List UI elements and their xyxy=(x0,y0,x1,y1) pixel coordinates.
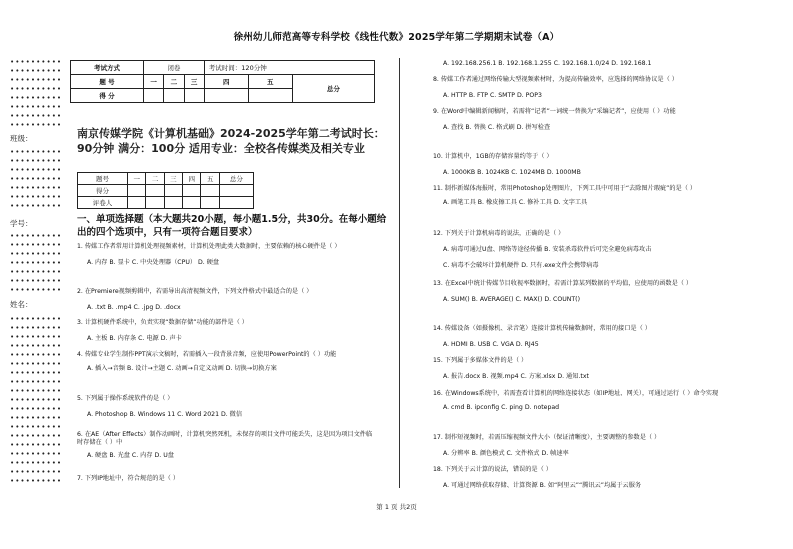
question-text: 6. 在AE（After Effects）制作动画时，计算机突然死机，未保存的项目文件可能丢失，这是因为项目文件临时存储在（ ）中 xyxy=(77,431,373,447)
total-label: 总分 xyxy=(219,173,253,185)
question-number-label: 题 号 xyxy=(71,75,144,89)
score-label: 得分 xyxy=(78,185,128,197)
score-cell xyxy=(164,89,184,103)
question-item xyxy=(433,357,763,382)
question-item xyxy=(77,319,382,344)
question-options: A. 报告.docx B. 视频.mp4 C. 方案.xlsx D. 通知.txt xyxy=(443,373,589,381)
question-text: 1. 传媒工作者常用计算机处理视频素材，计算机处理此类大数据时，主要依赖的核心硬件是（ ） xyxy=(77,243,341,250)
question-options: A. 1000KB B. 1024KB C. 1024MB D. 1000MB xyxy=(443,169,581,177)
total-label: 总分 xyxy=(292,75,374,103)
class-label: 班级： xyxy=(10,134,33,143)
question-options: A. 分辨率 B. 颜色模式 C. 文件格式 D. 帧速率 xyxy=(443,450,569,458)
exam-mode-label: 考试方式 xyxy=(71,61,144,75)
exam-mode-value: 闭卷 xyxy=(144,61,205,75)
binding-dots-top: •••••••••• •••••••••• •••••••••• •••••••••• •••••••••• •••••••••• •••••••••• •••••••••• xyxy=(10,58,63,129)
question-item xyxy=(433,230,763,255)
question-options: A. 硬盘 B. 光盘 C. 内存 D. U盘 xyxy=(87,451,174,459)
col-4: 四 xyxy=(183,173,201,185)
question-text: 12. 下列关于计算机病毒的说法，正确的是（ ） xyxy=(433,230,565,237)
question-options: A. 内存 B. 显卡 C. 中央处理器（CPU） D. 硬盘 xyxy=(87,259,220,267)
question-text: 5. 下列属于操作系统软件的是（ ） xyxy=(77,395,174,402)
question-item xyxy=(433,76,763,101)
question-item xyxy=(77,288,382,313)
section-title: 一、单项选择题（本大题共20小题，每小题1.5分，共30分。在每小题给出的四个选项中，只有一项符合题目要求） xyxy=(77,214,387,238)
column-divider xyxy=(399,58,400,488)
question-item xyxy=(77,431,377,460)
page-title: 徐州幼儿师范高等专科学校《线性代数》2025学年第二学期期末试卷（A） xyxy=(233,32,560,43)
question-item xyxy=(433,280,763,305)
question-options: A. 查找 B. 替换 C. 格式刷 D. 拼写检查 xyxy=(443,124,551,132)
question-options: C. 病毒不会破坏计算机硬件 D. 只有.exe文件会携带病毒 xyxy=(443,262,599,269)
question-text: 7. 下列IP地址中，符合规范的是（ ） xyxy=(77,475,180,482)
question-text: 10. 计算机中，1GB的存储容量约等于（ ） xyxy=(433,153,553,160)
question-item xyxy=(433,390,763,413)
grader-label: 评卷人 xyxy=(78,197,128,209)
question-options: A. 主板 B. 内存条 C. 电源 D. 声卡 xyxy=(87,335,182,343)
grading-table xyxy=(77,172,254,209)
score-cell xyxy=(248,89,292,103)
col-5: 五 xyxy=(248,75,292,89)
score-label: 得 分 xyxy=(71,89,144,103)
col-3: 三 xyxy=(184,75,204,89)
question-item xyxy=(433,325,763,350)
col-2: 二 xyxy=(146,173,164,185)
binding-dots-mid2: •••••••••• •••••••••• •••••••••• •••••••••• •••••••••• •••••••••• •••••••••• xyxy=(10,232,63,294)
question-text: 2. 在Premiere视频剪辑中，若需导出高清视频文件，下列文件格式中最适合的是（ ） xyxy=(77,288,313,295)
binding-dots-bottom: •••••••••• •••••••••• •••••••••• •••••••••• •••••••••• •••••••••• •••••••••• •••••••••• •••••••••• •••••••••• •••••••••• •••••••••• •••••••••• •••••••••• •••••••••• •••••••••• •••••••••• •••••••••• •••••••••• xyxy=(10,315,63,485)
student-id-label: 学号： xyxy=(10,219,33,228)
col-1: 一 xyxy=(144,75,164,89)
question-text: 11. 制作新媒体海报时，常用Photoshop处理图片，下列工具中可用于“去除图片瑕疵”的是（ ） xyxy=(433,185,697,192)
question-options: A. 插入→音频 B. 设计→主题 C. 动画→自定义动画 D. 切换→切换方案 xyxy=(87,365,277,373)
question-text: 4. 传媒专业学生制作PPT演示文稿时，若需插入一段背景音频，应使用PowerPoint的（ ）功能 xyxy=(77,351,337,358)
score-table xyxy=(70,60,375,103)
question-item xyxy=(433,108,763,133)
exam-title: 南京传媒学院《计算机基础》2024-2025学年第二考试时长：90分钟 满分：100分 适用专业：全校各传媒类及相关专业 xyxy=(77,127,385,155)
question-text: 18. 下列关于云计算的说法，错误的是（ ） xyxy=(433,466,552,473)
question-label: 题号 xyxy=(78,173,128,185)
question-item xyxy=(433,466,763,491)
question-options: A. cmd B. ipconfig C. ping D. notepad xyxy=(443,404,560,412)
question-item xyxy=(77,243,382,268)
question-options: A. 192.168.256.1 B. 192.168.1.255 C. 192.168.1.0/24 D. 192.168.1 xyxy=(443,60,652,67)
question-text: 8. 传媒工作者通过网络传输大型视频素材时，为提高传输效率，应选择的网络协议是（ ） xyxy=(433,76,678,83)
question-text: 9. 在Word中编辑新闻稿时，若需将“记者”一词统一替换为“采编记者”，应使用（ ）功能 xyxy=(433,108,676,115)
score-cell xyxy=(204,89,248,103)
question-options: A. .txt B. .mp4 C. .jpg D. .docx xyxy=(87,304,181,312)
question-item xyxy=(77,395,382,420)
question-options: A. 病毒可通过U盘、网络等途径传播 B. 安装杀毒软件后可完全避免病毒攻击 xyxy=(443,246,652,254)
page-number: 第 1 页 共2页 xyxy=(376,503,417,511)
score-cell xyxy=(184,89,204,103)
left-question-column xyxy=(77,243,382,493)
question-item xyxy=(433,185,763,208)
score-cell xyxy=(144,89,164,103)
question-options: A. 画笔工具 B. 橡皮擦工具 C. 修补工具 D. 文字工具 xyxy=(443,199,588,207)
question-options: A. Photoshop B. Windows 11 C. Word 2021 D. 微信 xyxy=(87,411,243,419)
col-5: 五 xyxy=(201,173,219,185)
col-1: 一 xyxy=(128,173,146,185)
question-text: 13. 在Excel中统计传媒节目收视率数据时，若需计算某列数据的平均值，应使用的函数是（ ） xyxy=(433,280,693,287)
name-label: 姓名： xyxy=(10,300,33,309)
question-text: 14. 传媒设备（如摄像机、录音笔）连接计算机传输数据时，常用的接口是（ ） xyxy=(433,325,651,332)
binding-dots-mid1: •••••••••• •••••••••• •••••••••• •••••••••• •••••••••• •••••••••• •••••••••• xyxy=(10,148,63,210)
exam-time: 考试时间：120分钟 xyxy=(204,61,374,75)
question-options: A. SUM() B. AVERAGE() C. MAX() D. COUNT() xyxy=(443,296,580,304)
question-text: 17. 制作短视频时，若需压缩视频文件大小（保证清晰度），主要调整的参数是（ ） xyxy=(433,434,661,441)
question-item xyxy=(77,351,367,374)
right-question-column xyxy=(433,60,768,495)
question-text: 3. 计算机硬件系统中，负责实现“数据存储”功能的部件是（ ） xyxy=(77,319,248,326)
question-options: A. HDMI B. USB C. VGA D. RJ45 xyxy=(443,341,539,349)
question-text: 16. 在Windows系统中，若需查看计算机的网络连接状态（如IP地址、网关），可通过运行（ ）命令实现 xyxy=(433,390,719,397)
question-item xyxy=(433,434,763,459)
col-4: 四 xyxy=(204,75,248,89)
col-2: 二 xyxy=(164,75,184,89)
question-options: A. HTTP B. FTP C. SMTP D. POP3 xyxy=(443,92,542,100)
col-3: 三 xyxy=(164,173,182,185)
question-item xyxy=(77,475,382,483)
question-item xyxy=(433,153,763,178)
question-options: A. 可通过网络获取存储、计算资源 B. 如“阿里云”“腾讯云”均属于云服务 xyxy=(443,482,642,490)
question-text: 15. 下列属于多媒体文件的是（ ） xyxy=(433,357,528,364)
